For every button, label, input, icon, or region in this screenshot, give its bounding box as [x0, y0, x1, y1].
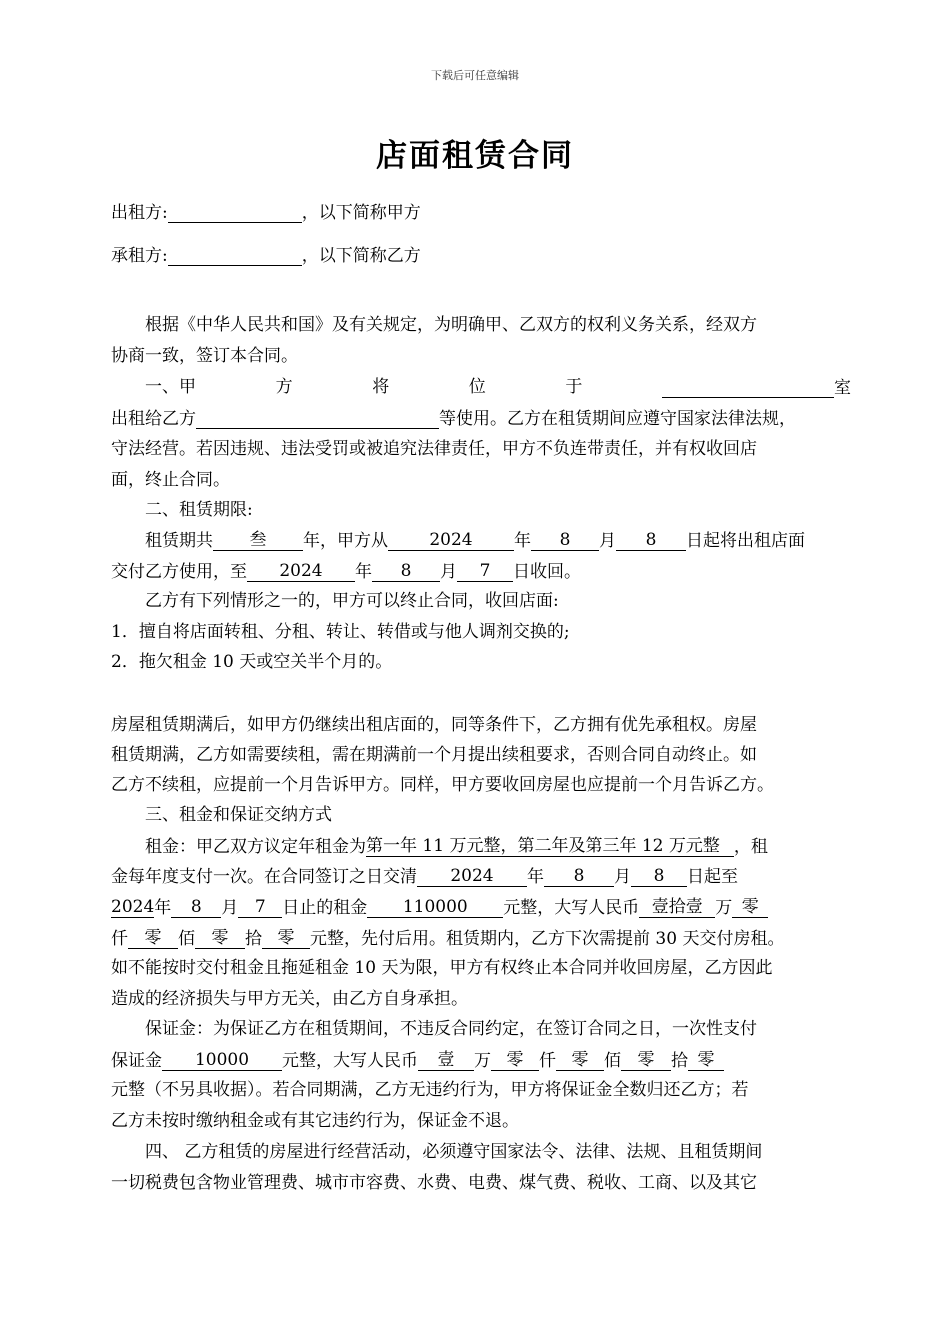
section1-word-3: 将 [372, 377, 390, 397]
section2-heading: 二、租赁期限: [145, 500, 253, 520]
lessor-name-field[interactable] [168, 202, 302, 223]
termination-item-2: 2．拖欠租金 10 天或空关半个月的。 [111, 652, 393, 672]
deposit-shi-unit: 拾 [671, 1051, 688, 1071]
month-unit: 月 [599, 531, 616, 551]
section2-end-line [111, 561, 851, 582]
usage-field[interactable] [196, 408, 439, 429]
section1-word-4: 位 [468, 377, 486, 397]
deposit-wan-unit: 万 [474, 1051, 491, 1071]
rent-shi-field[interactable]: 零 [195, 928, 245, 949]
section1-word-2: 方 [275, 377, 293, 397]
end-month-field[interactable]: 8 [372, 561, 440, 582]
section1-line-2 [111, 408, 851, 429]
section3-heading: 三、租金和保证交纳方式 [145, 805, 332, 825]
rent-bai-field[interactable]: 零 [128, 928, 178, 949]
section4-line-2: 一切税费包含物业管理费、城市市容费、水费、电费、煤气费、税收、工商、以及其它 [111, 1173, 757, 1193]
deposit-shi-field[interactable]: 零 [621, 1050, 671, 1071]
deposit-line-4: 乙方未按时缴纳租金或有其它违约行为，保证金不退。 [111, 1111, 519, 1131]
rent-prefix: 租金：甲乙双方议定年租金为 [145, 837, 366, 857]
rent-line-4 [111, 928, 851, 949]
pay-end-year-unit: 年 [154, 898, 172, 918]
rent-yuan-field[interactable]: 零 [262, 928, 310, 949]
rent-shi-unit: 拾 [245, 929, 262, 949]
end-day-field[interactable]: 7 [457, 561, 513, 582]
deposit-yuan-field[interactable]: 零 [688, 1050, 724, 1071]
rent-line-6: 造成的经济损失与甲方无关，由乙方自身承担。 [111, 989, 468, 1009]
end-prefix: 交付乙方使用，至 [111, 562, 247, 582]
deposit-line-2 [111, 1050, 851, 1071]
pay-start-month-field[interactable]: 8 [544, 866, 614, 887]
deposit-bai-field[interactable]: 零 [556, 1050, 604, 1071]
section1-line-3: 守法经营。若因违规、违法受罚或被追究法律责任，甲方不负连带责任，并有权收回店 [111, 439, 757, 459]
lessee-line [111, 245, 851, 266]
deposit-prefix: 保证金 [111, 1051, 162, 1071]
renewal-line-1: 房屋租赁期满后，如甲方仍继续出租店面的，同等条件下，乙方拥有优先承租权。房屋 [111, 715, 757, 735]
rent-mid-label: 日止的租金 [282, 898, 368, 918]
section2-term-line [111, 530, 851, 551]
rent-figure-field[interactable]: 110000 [367, 897, 503, 918]
start-month-field[interactable]: 8 [531, 530, 599, 551]
deposit-qian-unit: 仟 [539, 1051, 556, 1071]
pay-end-month-field[interactable]: 8 [171, 897, 221, 918]
pay-end-day-field[interactable]: 7 [238, 897, 282, 918]
pay-month-unit: 月 [614, 867, 631, 887]
header-note: 下载后可任意编辑 [431, 69, 519, 82]
intro-line-1: 根据《中华人民共和国》及有关规定，为明确甲、乙双方的权利义务关系，经双方 [145, 315, 757, 335]
lessee-suffix: ，以下简称乙方 [301, 246, 421, 266]
lessee-name-field[interactable] [168, 245, 302, 266]
deposit-mid-label: 元整，大写人民币 [282, 1051, 418, 1071]
year-unit: 年 [514, 531, 531, 551]
section1-line-1 [111, 377, 851, 398]
room-label: 室 [833, 378, 851, 398]
deposit-line-1: 保证金：为保证乙方在租赁期间，不违反合同约定，在签订合同之日，一次性支付 [145, 1019, 757, 1039]
lessor-line [111, 202, 851, 223]
termination-intro: 乙方有下列情形之一的，甲方可以终止合同，收回店面: [145, 591, 559, 611]
section1-line-4: 面，终止合同。 [111, 470, 230, 490]
deposit-bai-unit: 佰 [604, 1051, 621, 1071]
rent-line4-suffix: 元整，先付后用。租赁期内，乙方下次需提前 30 天交付房租。 [310, 929, 785, 949]
pay-end-year-field[interactable]: 2024 [111, 897, 155, 917]
end-suffix: 日收回。 [513, 562, 581, 582]
rent-wan-unit: 万 [715, 898, 733, 918]
termination-item-1: 1．擅自将店面转租、分租、转让、转借或与他人调剂交换的; [111, 622, 570, 642]
shop-location-field[interactable] [662, 377, 834, 398]
start-year-field[interactable]: 2024 [388, 530, 514, 551]
intro-line-2: 协商一致，签订本合同。 [111, 346, 298, 366]
section1-word-5: 于 [565, 377, 583, 397]
rent-yuan-label: 元整，大写人民币 [503, 898, 640, 918]
deposit-wan-field[interactable]: 壹 [418, 1050, 474, 1071]
pay-start-day-field[interactable]: 8 [631, 866, 687, 887]
term-year-unit: 年，甲方从 [303, 531, 388, 551]
lessor-label: 出租方: [111, 203, 168, 223]
document-title: 店面租赁合同 [376, 138, 574, 174]
pay-year-unit: 年 [527, 867, 544, 887]
deposit-line-3: 元整（不另具收据）。若合同期满，乙方无违约行为，甲方将保证金全数归还乙方；若 [111, 1080, 749, 1100]
rent-amount-field[interactable]: 第一年 11 万元整，第二年及第三年 12 万元整 [366, 836, 734, 857]
section1-line2-suffix: 等使用。乙方在租赁期间应遵守国家法律法规， [439, 409, 796, 429]
rent-line-5: 如不能按时交付租金且拖延租金 10 天为限，甲方有权终止本合同并收回房屋，乙方因此 [111, 958, 773, 978]
rent-line-3 [111, 897, 851, 918]
renewal-line-2: 租赁期满，乙方如需要续租，需在期满前一个月提出续租要求，否则合同自动终止。如 [111, 745, 757, 765]
start-suffix: 日起将出租店面 [686, 531, 805, 551]
day-to-label: 日起至 [687, 867, 738, 887]
section1-word-1: 一、甲 [145, 377, 196, 397]
rent-suffix: ，租 [733, 837, 768, 857]
section1-line2-prefix: 出租给乙方 [111, 409, 196, 429]
end-year-unit: 年 [355, 562, 372, 582]
end-year-field[interactable]: 2024 [247, 561, 355, 582]
pay-end-month-unit: 月 [221, 898, 239, 918]
start-day-field[interactable]: 8 [616, 530, 686, 551]
deposit-qian-field[interactable]: 零 [491, 1050, 539, 1071]
lessee-label: 承租方: [111, 246, 168, 266]
end-month-unit: 月 [440, 562, 457, 582]
rent-line-1 [111, 836, 851, 857]
renewal-line-3: 乙方不续租，应提前一个月告诉甲方。同样，甲方要收回房屋也应提前一个月告诉乙方。 [111, 775, 774, 795]
rent-line-2 [111, 866, 851, 887]
rent-bai-unit: 佰 [178, 929, 195, 949]
rent-qian-field[interactable]: 零 [732, 897, 768, 918]
section4-line-1: 四、 乙方租赁的房屋进行经营活动，必须遵守国家法令、法律、法规、且租赁期间 [145, 1142, 763, 1162]
pay-start-year-field[interactable]: 2024 [417, 866, 527, 887]
term-years-field[interactable]: 叁 [213, 530, 303, 551]
lessor-suffix: ，以下简称甲方 [301, 203, 421, 223]
deposit-figure-field[interactable]: 10000 [162, 1050, 282, 1071]
rent-qian-unit: 仟 [111, 929, 128, 949]
rent-wan-field[interactable]: 壹拾壹 [639, 897, 715, 918]
rent-line2-prefix: 金每年度支付一次。在合同签订之日交清 [111, 867, 417, 887]
term-prefix: 租赁期共 [145, 531, 213, 551]
